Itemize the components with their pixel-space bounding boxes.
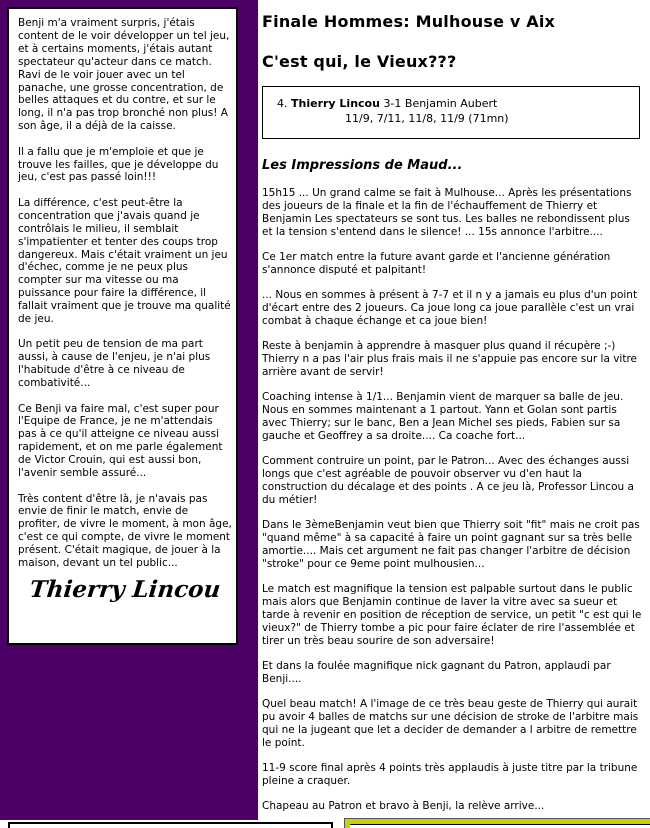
article-column	[262, 0, 642, 825]
match-score-line	[277, 96, 633, 111]
article-paragraph: Chapeau au Patron et bravo à Benji, la relève arrive...	[262, 800, 545, 812]
quote-paragraph: Il a fallu que je m'emploie et que je trouve les failles, que je développe du jeu, c'est pas passé loin!!!	[18, 145, 219, 184]
quote-paragraph: Benji m'a vraiment surpris, j'étais content de le voir développer un tel jeu, et à certains moments, j'étais autant spectateur qu'acteur dans ce match. Ravi de le voir jouer avec un tel panache, une grosse concentration, de belles attaques et du contre, et sur le long, il n'a pas trop bronché non plus! A son âge, il a déjà de la caisse.	[18, 17, 230, 133]
match-number: 4.	[277, 97, 288, 110]
quote-paragraph: La différence, c'est peut-être la concentration que j'avais quand je contrôlais le milieu, il semblait s'impatienter et tenter des coups trop dangereux. Mais c'était vraiment un jeu d'échec, comme je ne peux plus compter sur ma vitesse ou ma puissance pour faire la différence, il fallait vraiment que je trouve ma qualité de jeu.	[18, 196, 231, 326]
article-paragraph: Ce 1er match entre la future avant garde et l'ancienne génération s'annonce disputé et palpitant!	[262, 251, 611, 276]
article-paragraph: ... Nous en sommes à présent à 7-7 et il n y a jamais eu plus d'un point d'écart entre des 2 joueurs. Ca joue long ca joue parallèle c'est un vrai combat à chaque échange et ca joue bien!	[262, 289, 638, 327]
article-paragraph: Quel beau match! A l'image de ce très beau geste de Thierry qui aurait pu avoir 4 balles de matchs sur une décision de stroke de l'arbitre mais qui ne la jugeant que let a decider de demander a l arbitre de remettre le point.	[262, 698, 639, 749]
page-title: Finale Hommes: Mulhouse v Aix	[262, 12, 556, 31]
quote-paragraph: Très content d'être là, je n'avais pas envie de finir le match, envie de profiter, de vivre le moment, à mon âge, c'est ce qui compte, de vivre le moment présent. C'était magique, de jouer à la maison, devant un tel public...	[18, 492, 232, 570]
section-heading: Les Impressions de Maud...	[262, 158, 463, 173]
bottom-right-box	[345, 819, 650, 828]
quote-paragraph: Ce Benji va faire mal, c'est super pour l'Equipe de France, je ne m'attendais pas à ce qu'il atteigne ce niveau aussi rapidement, et on me parle également de Victor Crouin, qui est aussi bon, l'avenir semble assuré...	[18, 402, 223, 480]
article-paragraph: Le match est magnifique la tension est palpable surtout dans le public mais alors que Benjamin continue de laver la vitre avec sa sueur et tarde à revenir en position de réception de service, un petit "c est qui le vieux?" de Thierry tombe a pic pour faire éclater de rire l'assemblée et tirer un très beau sourire de son adversaire!	[262, 583, 642, 647]
article-paragraph: Reste à benjamin à apprendre à masquer plus quand il récupère ;-) Thierry n a pas l'air plus frais mais il ne s'appuie pas encore sur la vitre arrière avant de servir!	[262, 340, 638, 378]
article-paragraph: 11-9 score final après 4 points très applaudis à juste titre par la tribune pleine a craquer.	[262, 762, 638, 787]
article-paragraph: Et dans la foulée magnifique nick gagnant du Patron, applaudi par Benji....	[262, 660, 611, 685]
page-subtitle: C'est qui, le Vieux???	[262, 52, 457, 71]
match-result-box	[262, 86, 640, 139]
article-paragraph: Coaching intense à 1/1... Benjamin vient de marquer sa balle de jeu. Nous en sommes maintenant a 1 partout. Yann et Golan sont partis avec Thierry; sur le banc, Ben a Jean Michel ses pieds, Fabien sur sa gauche et Geoffrey a sa droite.... Ca coache fort...	[262, 391, 624, 442]
article-body	[262, 187, 642, 813]
quote-paragraph: Un petit peu de tension de ma part aussi, à cause de l'enjeu, je n'ai plus l'habitude d'être à ce niveau de combativité...	[18, 338, 211, 390]
player-signature: Thierry Lincou	[28, 575, 222, 603]
sidebar	[0, 0, 258, 820]
player-quote-box	[7, 7, 238, 645]
match-score-opponent: 3-1 Benjamin Aubert	[383, 97, 498, 110]
article-paragraph: Dans le 3èmeBenjamin veut bien que Thierry soit "fit" mais ne croit pas "quand même" à sa capacité à faire un point gagnant sur sa très belle amortie.... Mais cet argument ne fait pas changer l'arbitre de décision "stroke" pour ce 9eme point mulhousien...	[262, 519, 640, 570]
match-winner: Thierry Lincou	[291, 97, 380, 110]
bottom-right-box-inner-border	[350, 824, 650, 825]
bottom-left-box	[8, 822, 333, 828]
article-paragraph: Comment contruire un point, par le Patron... Avec des échanges aussi longs que c'est agréable de pouvoir observer vu d'en haut la construction du décalage et des points . A ce jeu là, Professor Lincou a du métier!	[262, 455, 634, 506]
match-games: 11/9, 7/11, 11/8, 11/9 (71mn)	[345, 112, 509, 125]
article-paragraph: 15h15 ... Un grand calme se fait à Mulhouse... Après les présentations des joueurs de la finale et la fin de l'échauffement de Thierry et Benjamin Les spectateurs se sont tus. Les balles ne rebondissent plus et la tension s'entend dans le silence! ... 15s annonce l'arbitre....	[262, 187, 632, 238]
